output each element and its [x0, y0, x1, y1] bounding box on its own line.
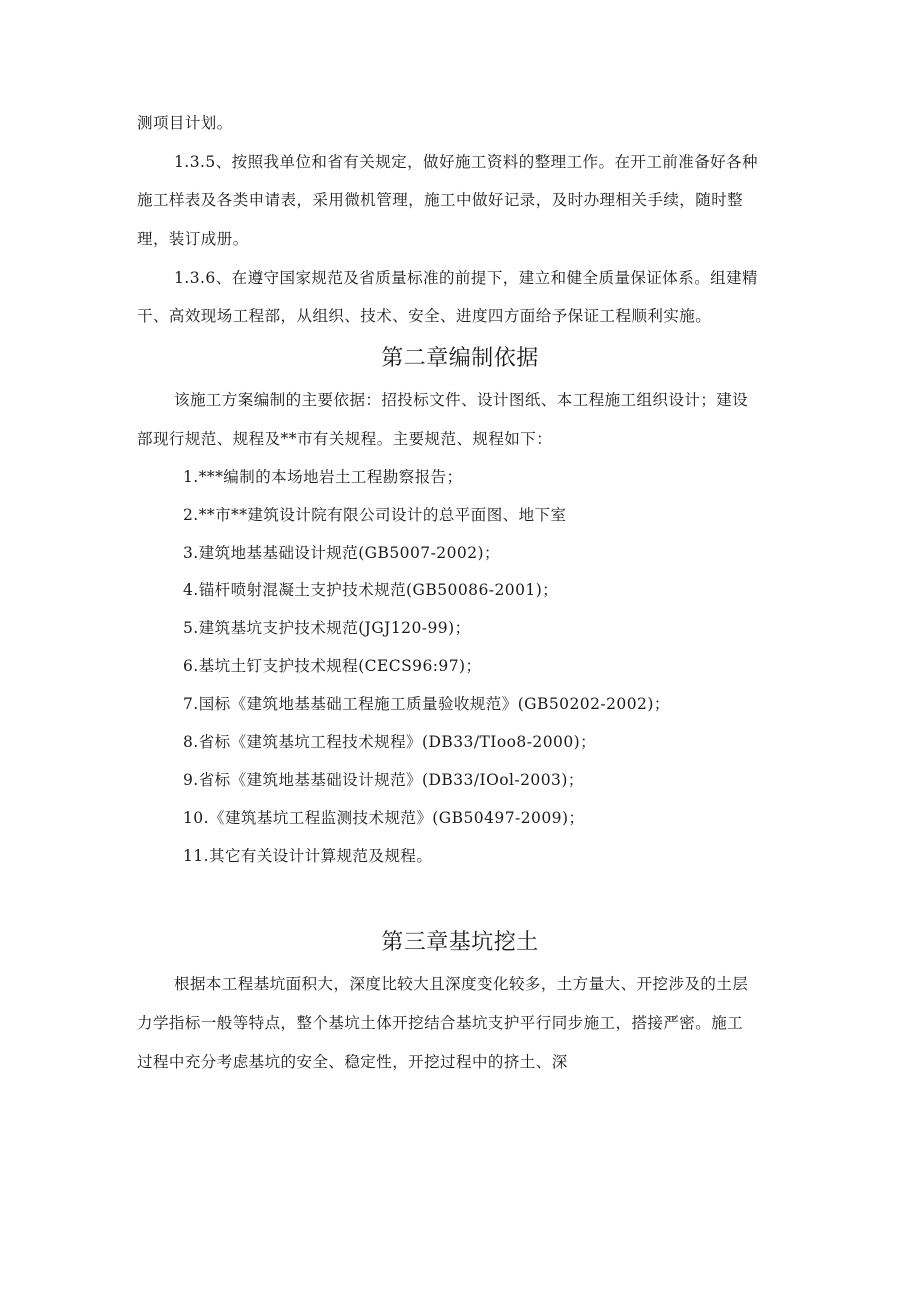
reference-item: 5.建筑基坑支护技术规范(JGJ120-99)； — [183, 619, 471, 637]
paragraph-line: 过程中充分考虑基坑的安全、稳定性，开挖过程中的挤土、深 — [137, 1053, 568, 1071]
reference-item: 7.国标《建筑地基基础工程施工质量验收规范》(GB50202-2002)； — [183, 695, 670, 713]
paragraph-line: 1.3.5、按照我单位和省有关规定，做好施工资料的整理工作。在开工前准备好各种 — [174, 153, 758, 171]
reference-item: 11.其它有关设计计算规范及规程。 — [183, 847, 433, 865]
paragraph-line: 测项目计划。 — [137, 114, 233, 132]
paragraph-line: 干、高效现场工程部，从组织、技术、安全、进度四方面给予保证工程顺利实施。 — [137, 307, 712, 325]
reference-item: 2.**市**建筑设计院有限公司设计的总平面图、地下室 — [183, 506, 567, 524]
chapter-2-heading: 第二章编制依据 — [381, 346, 539, 371]
paragraph-line: 力学指标一般等特点，整个基坑土体开挖结合基坑支护平行同步施工，搭接严密。施工 — [137, 1014, 744, 1032]
paragraph-line: 理，装订成册。 — [137, 230, 249, 248]
paragraph-line: 部现行规范、规程及**市有关规程。主要规范、规程如下： — [137, 430, 553, 448]
paragraph-line: 施工样表及各类申请表，采用微机管理，施工中做好记录，及时办理相关手续，随时整 — [137, 191, 744, 209]
paragraph-line: 1.3.6、在遵守国家规范及省质量标准的前提下，建立和健全质量保证体系。组建精 — [174, 269, 758, 287]
reference-item: 4.锚杆喷射混凝土支护技术规范(GB50086-2001)； — [183, 581, 559, 599]
reference-item: 6.基坑土钉支护技术规程(CECS96:97)； — [183, 657, 482, 675]
reference-item: 3.建筑地基基础设计规范(GB5007-2002)； — [183, 544, 500, 562]
reference-item: 10.《建筑基坑工程监测技术规范》(GB50497-2009)； — [183, 809, 585, 827]
paragraph-line: 根据本工程基坑面积大，深度比较大且深度变化较多，土方量大、开挖涉及的土层 — [174, 975, 749, 993]
reference-item: 1.***编制的本场地岩土工程勘察报告； — [183, 468, 463, 486]
paragraph-line: 该施工方案编制的主要依据：招投标文件、设计图纸、本工程施工组织设计；建设 — [174, 391, 749, 409]
chapter-3-heading: 第三章基坑挖土 — [381, 930, 539, 955]
reference-item: 9.省标《建筑地基基础设计规范》(DB33/IOol-2003)； — [183, 771, 584, 789]
reference-item: 8.省标《建筑基坑工程技术规程》(DB33/TIoo8-2000)； — [183, 733, 597, 751]
